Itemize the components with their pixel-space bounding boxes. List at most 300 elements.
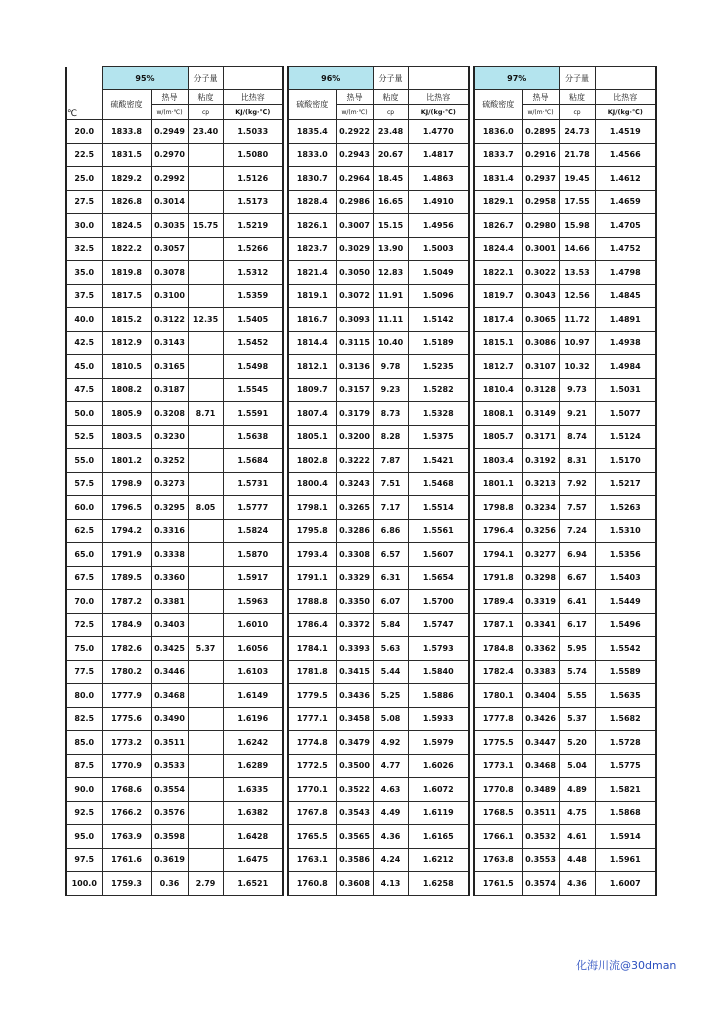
table-row [474, 402, 656, 426]
table-row [288, 566, 469, 590]
thermal-conductivity-header: 热导 [151, 90, 188, 105]
density-cell: 1773.1 [474, 754, 522, 778]
thermal-conductivity-cell: 0.3143 [151, 331, 188, 355]
viscosity-cell: 4.13 [373, 872, 408, 896]
thermal-conductivity-cell: 0.3093 [336, 308, 373, 332]
specific-heat-cell: 1.5635 [595, 684, 656, 708]
density-cell: 1826.8 [102, 190, 151, 214]
temperature-cell: 100.0 [66, 872, 102, 896]
density-header: 硫酸密度 [288, 90, 336, 120]
density-cell: 1789.5 [102, 566, 151, 590]
viscosity-cell [188, 143, 223, 167]
viscosity-cell: 6.86 [373, 519, 408, 543]
thermal-conductivity-cell: 0.3426 [522, 707, 559, 731]
table-row [288, 801, 469, 825]
thermal-conductivity-cell: 0.3565 [336, 825, 373, 849]
viscosity-cell: 6.31 [373, 566, 408, 590]
thermal-conductivity-cell: 0.2958 [522, 190, 559, 214]
thermal-conductivity-cell: 0.3029 [336, 237, 373, 261]
specific-heat-cell: 1.5421 [408, 449, 469, 473]
thermal-conductivity-cell: 0.3065 [522, 308, 559, 332]
table-row [66, 778, 283, 802]
table-row [474, 143, 656, 167]
density-cell: 1817.5 [102, 284, 151, 308]
specific-heat-cell: 1.5468 [408, 472, 469, 496]
table-row [66, 284, 283, 308]
specific-heat-cell: 1.5498 [223, 355, 283, 379]
table-row [474, 261, 656, 285]
table-row [288, 143, 469, 167]
density-header: 硫酸密度 [474, 90, 522, 120]
density-cell: 1835.4 [288, 120, 336, 144]
molecular-weight-value [223, 67, 283, 90]
table-row [288, 355, 469, 379]
viscosity-cell: 10.97 [559, 331, 595, 355]
table-95 [65, 66, 284, 896]
density-cell: 1788.8 [288, 590, 336, 614]
density-cell: 1766.2 [102, 801, 151, 825]
temperature-cell: 95.0 [66, 825, 102, 849]
thermal-conductivity-cell: 0.3136 [336, 355, 373, 379]
density-cell: 1794.2 [102, 519, 151, 543]
molecular-weight-label: 分子量 [559, 67, 595, 90]
density-cell: 1773.2 [102, 731, 151, 755]
specific-heat-cell: 1.5682 [595, 707, 656, 731]
specific-heat-cell: 1.6212 [408, 848, 469, 872]
table-row [474, 496, 656, 520]
thermal-conductivity-cell: 0.3468 [522, 754, 559, 778]
table-row [288, 308, 469, 332]
density-cell: 1798.9 [102, 472, 151, 496]
table-row [66, 590, 283, 614]
thermal-conductivity-cell: 0.3341 [522, 613, 559, 637]
specific-heat-cell: 1.6103 [223, 660, 283, 684]
specific-heat-cell: 1.5312 [223, 261, 283, 285]
viscosity-cell: 5.25 [373, 684, 408, 708]
thermal-conductivity-cell: 0.3350 [336, 590, 373, 614]
specific-heat-cell: 1.5405 [223, 308, 283, 332]
specific-heat-cell: 1.5328 [408, 402, 469, 426]
table-row [288, 707, 469, 731]
viscosity-cell [188, 613, 223, 637]
thermal-conductivity-cell: 0.3598 [151, 825, 188, 849]
density-cell: 1775.6 [102, 707, 151, 731]
temp-unit-label: ℃ [66, 90, 102, 120]
thermal-conductivity-unit: w/(m·℃) [522, 105, 559, 120]
thermal-conductivity-cell: 0.3362 [522, 637, 559, 661]
thermal-conductivity-cell: 0.3277 [522, 543, 559, 567]
specific-heat-cell: 1.5914 [595, 825, 656, 849]
density-cell: 1781.8 [288, 660, 336, 684]
thermal-conductivity-cell: 0.3001 [522, 237, 559, 261]
viscosity-header: 粘度 [188, 90, 223, 105]
density-cell: 1798.8 [474, 496, 522, 520]
viscosity-cell [188, 355, 223, 379]
table-row [474, 613, 656, 637]
density-cell: 1791.8 [474, 566, 522, 590]
viscosity-cell: 4.63 [373, 778, 408, 802]
viscosity-cell [188, 684, 223, 708]
table-row [474, 355, 656, 379]
table-row [66, 449, 283, 473]
viscosity-cell: 9.21 [559, 402, 595, 426]
viscosity-cell: 15.98 [559, 214, 595, 238]
viscosity-cell [188, 590, 223, 614]
density-cell: 1803.4 [474, 449, 522, 473]
thermal-conductivity-cell: 0.3050 [336, 261, 373, 285]
table-96 [287, 66, 470, 896]
table-row [66, 660, 283, 684]
specific-heat-cell: 1.5375 [408, 425, 469, 449]
table-row [66, 684, 283, 708]
thermal-conductivity-cell: 0.2986 [336, 190, 373, 214]
viscosity-cell [188, 566, 223, 590]
table-row [288, 637, 469, 661]
density-cell: 1765.5 [288, 825, 336, 849]
thermal-conductivity-cell: 0.3372 [336, 613, 373, 637]
thermal-conductivity-cell: 0.2992 [151, 167, 188, 191]
table-row [66, 472, 283, 496]
viscosity-cell [188, 167, 223, 191]
viscosity-cell: 4.61 [559, 825, 595, 849]
density-cell: 1810.4 [474, 378, 522, 402]
thermal-conductivity-cell: 0.3200 [336, 425, 373, 449]
molecular-weight-label: 分子量 [373, 67, 408, 90]
density-cell: 1787.1 [474, 613, 522, 637]
viscosity-cell: 18.45 [373, 167, 408, 191]
specific-heat-cell: 1.4910 [408, 190, 469, 214]
temperature-cell: 82.5 [66, 707, 102, 731]
table-row [288, 167, 469, 191]
viscosity-unit: cp [373, 105, 408, 120]
viscosity-cell: 17.55 [559, 190, 595, 214]
thermal-conductivity-cell: 0.3500 [336, 754, 373, 778]
thermal-conductivity-cell: 0.3458 [336, 707, 373, 731]
specific-heat-cell: 1.4519 [595, 120, 656, 144]
temperature-cell: 37.5 [66, 284, 102, 308]
thermal-conductivity-cell: 0.2980 [522, 214, 559, 238]
specific-heat-cell: 1.5096 [408, 284, 469, 308]
thermal-conductivity-cell: 0.3243 [336, 472, 373, 496]
density-cell: 1817.4 [474, 308, 522, 332]
viscosity-cell: 23.48 [373, 120, 408, 144]
specific-heat-cell: 1.5821 [595, 778, 656, 802]
density-cell: 1810.5 [102, 355, 151, 379]
specific-heat-cell: 1.5545 [223, 378, 283, 402]
viscosity-cell: 12.35 [188, 308, 223, 332]
table-row [474, 590, 656, 614]
specific-heat-cell: 1.5173 [223, 190, 283, 214]
viscosity-cell [188, 731, 223, 755]
specific-heat-cell: 1.4798 [595, 261, 656, 285]
specific-heat-header: 比热容 [408, 90, 469, 105]
density-cell: 1777.9 [102, 684, 151, 708]
viscosity-cell: 4.75 [559, 801, 595, 825]
density-cell: 1787.2 [102, 590, 151, 614]
density-cell: 1828.4 [288, 190, 336, 214]
specific-heat-cell: 1.5449 [595, 590, 656, 614]
temperature-cell: 77.5 [66, 660, 102, 684]
temperature-cell: 47.5 [66, 378, 102, 402]
table-row [474, 167, 656, 191]
viscosity-cell: 16.65 [373, 190, 408, 214]
viscosity-cell: 12.83 [373, 261, 408, 285]
thermal-conductivity-cell: 0.3149 [522, 402, 559, 426]
viscosity-cell: 7.87 [373, 449, 408, 473]
table-row [288, 261, 469, 285]
specific-heat-cell: 1.5003 [408, 237, 469, 261]
density-cell: 1770.1 [288, 778, 336, 802]
thermal-conductivity-cell: 0.3208 [151, 402, 188, 426]
thermal-conductivity-cell: 0.3265 [336, 496, 373, 520]
table-row [474, 120, 656, 144]
specific-heat-cell: 1.5638 [223, 425, 283, 449]
table-row [474, 731, 656, 755]
table-row [288, 825, 469, 849]
density-cell: 1770.8 [474, 778, 522, 802]
temperature-cell: 87.5 [66, 754, 102, 778]
density-cell: 1763.9 [102, 825, 151, 849]
thermal-conductivity-cell: 0.3554 [151, 778, 188, 802]
table-row [474, 378, 656, 402]
corner-blank [66, 67, 102, 90]
table-row [66, 754, 283, 778]
density-cell: 1796.4 [474, 519, 522, 543]
density-cell: 1808.2 [102, 378, 151, 402]
density-cell: 1812.9 [102, 331, 151, 355]
density-cell: 1775.5 [474, 731, 522, 755]
temperature-cell: 67.5 [66, 566, 102, 590]
density-cell: 1831.5 [102, 143, 151, 167]
viscosity-cell: 4.36 [373, 825, 408, 849]
thermal-conductivity-cell: 0.3619 [151, 848, 188, 872]
table-row [288, 472, 469, 496]
table-row [288, 754, 469, 778]
thermal-conductivity-cell: 0.2916 [522, 143, 559, 167]
thermal-conductivity-cell: 0.3014 [151, 190, 188, 214]
viscosity-cell: 5.44 [373, 660, 408, 684]
specific-heat-unit: KJ/(kg·℃) [223, 105, 283, 120]
specific-heat-cell: 1.6026 [408, 754, 469, 778]
density-cell: 1760.8 [288, 872, 336, 896]
table-row [66, 848, 283, 872]
table-row [66, 825, 283, 849]
molecular-weight-value [408, 67, 469, 90]
specific-heat-cell: 1.5654 [408, 566, 469, 590]
viscosity-cell: 5.74 [559, 660, 595, 684]
density-cell: 1814.4 [288, 331, 336, 355]
thermal-conductivity-cell: 0.3295 [151, 496, 188, 520]
specific-heat-cell: 1.6056 [223, 637, 283, 661]
density-cell: 1798.1 [288, 496, 336, 520]
density-cell: 1805.1 [288, 425, 336, 449]
table-row [288, 519, 469, 543]
density-cell: 1822.1 [474, 261, 522, 285]
density-cell: 1782.6 [102, 637, 151, 661]
table-row [66, 355, 283, 379]
table-row [474, 754, 656, 778]
table-row [66, 613, 283, 637]
specific-heat-cell: 1.5979 [408, 731, 469, 755]
temperature-cell: 65.0 [66, 543, 102, 567]
specific-heat-cell: 1.4566 [595, 143, 656, 167]
table-row [474, 872, 656, 896]
density-cell: 1816.7 [288, 308, 336, 332]
table-row [474, 637, 656, 661]
density-cell: 1826.7 [474, 214, 522, 238]
thermal-conductivity-cell: 0.3179 [336, 402, 373, 426]
specific-heat-cell: 1.4845 [595, 284, 656, 308]
density-cell: 1819.1 [288, 284, 336, 308]
table-row [66, 378, 283, 402]
table-row [474, 472, 656, 496]
density-cell: 1782.4 [474, 660, 522, 684]
density-cell: 1763.1 [288, 848, 336, 872]
table-row [66, 190, 283, 214]
viscosity-cell: 11.11 [373, 308, 408, 332]
concentration-label: 96% [288, 67, 373, 90]
temperature-cell: 52.5 [66, 425, 102, 449]
viscosity-header: 粘度 [373, 90, 408, 105]
viscosity-cell: 6.94 [559, 543, 595, 567]
specific-heat-cell: 1.4659 [595, 190, 656, 214]
table-row [288, 449, 469, 473]
thermal-conductivity-cell: 0.3479 [336, 731, 373, 755]
viscosity-cell [188, 425, 223, 449]
table-row [66, 167, 283, 191]
thermal-conductivity-cell: 0.3425 [151, 637, 188, 661]
viscosity-cell [188, 331, 223, 355]
density-cell: 1793.4 [288, 543, 336, 567]
specific-heat-cell: 1.4770 [408, 120, 469, 144]
density-cell: 1823.7 [288, 237, 336, 261]
table-row [474, 308, 656, 332]
viscosity-cell: 5.95 [559, 637, 595, 661]
temperature-cell: 70.0 [66, 590, 102, 614]
density-cell: 1784.8 [474, 637, 522, 661]
specific-heat-cell: 1.5219 [223, 214, 283, 238]
thermal-conductivity-cell: 0.3273 [151, 472, 188, 496]
density-cell: 1795.8 [288, 519, 336, 543]
thermal-conductivity-cell: 0.3022 [522, 261, 559, 285]
thermal-conductivity-cell: 0.3489 [522, 778, 559, 802]
viscosity-cell: 5.63 [373, 637, 408, 661]
specific-heat-cell: 1.5080 [223, 143, 283, 167]
density-cell: 1761.5 [474, 872, 522, 896]
table-row [288, 284, 469, 308]
specific-heat-cell: 1.6119 [408, 801, 469, 825]
temperature-cell: 35.0 [66, 261, 102, 285]
viscosity-cell [188, 848, 223, 872]
thermal-conductivity-cell: 0.3192 [522, 449, 559, 473]
table-row [474, 778, 656, 802]
density-cell: 1824.4 [474, 237, 522, 261]
table-row [288, 378, 469, 402]
viscosity-cell [188, 778, 223, 802]
table-row [66, 872, 283, 896]
table-row [66, 331, 283, 355]
table-row [66, 801, 283, 825]
density-cell: 1821.4 [288, 261, 336, 285]
density-cell: 1801.2 [102, 449, 151, 473]
viscosity-cell: 6.17 [559, 613, 595, 637]
concentration-label: 97% [474, 67, 559, 90]
viscosity-cell: 10.40 [373, 331, 408, 355]
temperature-cell: 50.0 [66, 402, 102, 426]
density-cell: 1802.8 [288, 449, 336, 473]
viscosity-cell: 4.48 [559, 848, 595, 872]
temperature-cell: 22.5 [66, 143, 102, 167]
thermal-conductivity-cell: 0.3393 [336, 637, 373, 661]
temperature-cell: 72.5 [66, 613, 102, 637]
specific-heat-cell: 1.5961 [595, 848, 656, 872]
specific-heat-cell: 1.6382 [223, 801, 283, 825]
viscosity-header: 粘度 [559, 90, 595, 105]
temperature-cell: 90.0 [66, 778, 102, 802]
specific-heat-cell: 1.4984 [595, 355, 656, 379]
table-row [66, 707, 283, 731]
specific-heat-cell: 1.5824 [223, 519, 283, 543]
table-row [288, 590, 469, 614]
temperature-cell: 30.0 [66, 214, 102, 238]
table-row [66, 519, 283, 543]
table-row [474, 425, 656, 449]
viscosity-cell: 7.24 [559, 519, 595, 543]
specific-heat-cell: 1.6335 [223, 778, 283, 802]
density-cell: 1822.2 [102, 237, 151, 261]
table-row [66, 566, 283, 590]
viscosity-cell [188, 284, 223, 308]
table-row [474, 825, 656, 849]
density-cell: 1812.7 [474, 355, 522, 379]
viscosity-cell: 8.31 [559, 449, 595, 473]
table-row [66, 143, 283, 167]
thermal-conductivity-cell: 0.2943 [336, 143, 373, 167]
viscosity-cell: 8.73 [373, 402, 408, 426]
viscosity-cell: 5.84 [373, 613, 408, 637]
density-cell: 1833.8 [102, 120, 151, 144]
thermal-conductivity-cell: 0.3107 [522, 355, 559, 379]
thermal-conductivity-cell: 0.3007 [336, 214, 373, 238]
temperature-cell: 55.0 [66, 449, 102, 473]
specific-heat-cell: 1.5170 [595, 449, 656, 473]
thermal-conductivity-cell: 0.3383 [522, 660, 559, 684]
thermal-conductivity-cell: 0.3230 [151, 425, 188, 449]
specific-heat-cell: 1.4938 [595, 331, 656, 355]
thermal-conductivity-cell: 0.3436 [336, 684, 373, 708]
specific-heat-cell: 1.6242 [223, 731, 283, 755]
table-row [474, 566, 656, 590]
viscosity-cell: 7.51 [373, 472, 408, 496]
temperature-cell: 45.0 [66, 355, 102, 379]
viscosity-cell: 8.05 [188, 496, 223, 520]
viscosity-cell: 9.73 [559, 378, 595, 402]
density-cell: 1833.0 [288, 143, 336, 167]
specific-heat-cell: 1.5282 [408, 378, 469, 402]
table-row [288, 496, 469, 520]
specific-heat-cell: 1.5514 [408, 496, 469, 520]
specific-heat-cell: 1.4752 [595, 237, 656, 261]
temperature-cell: 75.0 [66, 637, 102, 661]
specific-heat-cell: 1.5217 [595, 472, 656, 496]
temperature-cell: 20.0 [66, 120, 102, 144]
viscosity-cell: 11.72 [559, 308, 595, 332]
viscosity-cell: 12.56 [559, 284, 595, 308]
viscosity-cell [188, 261, 223, 285]
table-row [288, 543, 469, 567]
specific-heat-cell: 1.5777 [223, 496, 283, 520]
viscosity-cell: 2.79 [188, 872, 223, 896]
